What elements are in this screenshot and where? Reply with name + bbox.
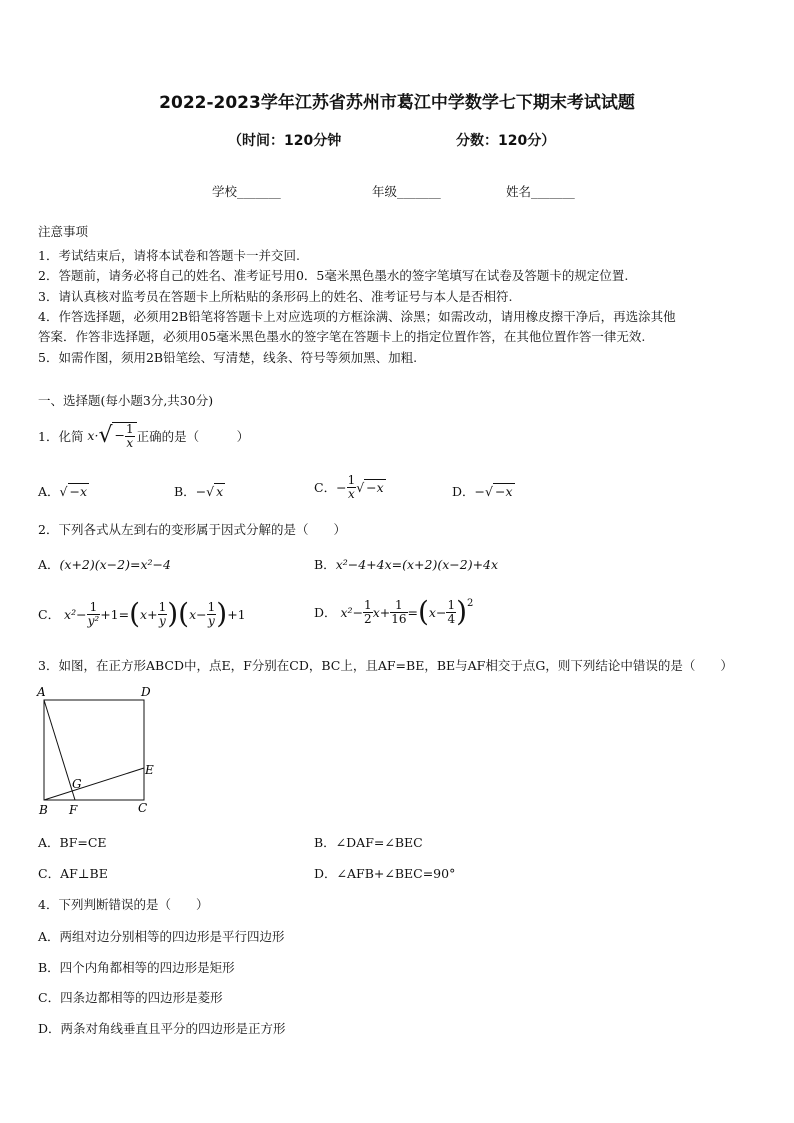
q3-option-b: B．∠DAF=∠BEC [314, 835, 423, 850]
q4-option-c: C．四条边都相等的四边形是菱形 [38, 990, 223, 1005]
question-2: 2．下列各式从左到右的变形属于因式分解的是（ ） [38, 522, 346, 537]
q1-option-b: B．−√ x [174, 484, 224, 499]
notice-heading: 注意事项 [38, 224, 89, 239]
q1-option-a: A．√ −x [38, 484, 88, 499]
q2-option-c: C． x²− $\frac{1}{\text{y²}}$ +1= ( x+ $\frac{1}{y}$ ) ( x− $\frac{1}{y}$ ) +1 [38, 597, 246, 630]
label-b: B [39, 803, 48, 817]
q1-suffix: 正确的是（ ） [136, 428, 250, 444]
square-figure [34, 684, 164, 820]
q4-option-b: B．四个内角都相等的四边形是矩形 [38, 960, 235, 975]
label-c: C [138, 801, 148, 815]
name-field: 姓名_______ [506, 184, 575, 199]
notice-item: 1．考试结束后，请将本试卷和答题卡一并交回. [38, 248, 300, 263]
q3-option-a: A．BF=CE [38, 835, 107, 850]
q1-option-c: C． − $\frac{1}{x}$ √ −x [314, 473, 384, 501]
q2-option-a: A．(x+2)(x−2)=x²−4 [38, 557, 171, 572]
q3-option-d: D．∠AFB+∠BEC=90° [314, 866, 456, 881]
exam-title: 2022-2023学年江苏省苏州市葛江中学数学七下期末考试试题 [159, 93, 635, 113]
notice-item: 4．作答选择题，必须用2B铅笔将答题卡上对应选项的方框涂满、涂黑；如需改动，请用橡皮擦干净后，再选涂其他 [38, 309, 676, 324]
school-field: 学校_______ [212, 184, 281, 199]
q2-option-d: D． x²− $\frac{1}{2}$ x+ $\frac{1}{16}$ = ( x− $\frac{1}{4}$ ) $^2$ [314, 595, 474, 628]
notice-item: 3．请认真核对监考员在答题卡上所粘贴的条形码上的姓名、准考证号与本人是否相符. [38, 289, 513, 304]
notice-item: 2．答题前，请务必将自己的姓名、准考证号用0．5毫米黑色墨水的签字笔填写在试卷及答题卡的规定位置. [38, 268, 629, 283]
exam-time: （时间：120分钟 [228, 133, 342, 149]
exam-score: 分数：120分） [456, 133, 556, 149]
label-e: E [145, 763, 154, 777]
label-a: A [37, 685, 46, 699]
label-d: D [141, 685, 151, 699]
question-3: 3．如图，在正方形ABCD中，点E，F分别在CD，BC上，且AF=BE，BE与AF相交于点G，则下列结论中错误的是（ ） [38, 658, 733, 673]
q4-option-a: A．两组对边分别相等的四边形是平行四边形 [38, 929, 285, 944]
q1-option-d: D．−√ −x [452, 484, 513, 499]
q1-radical: √ − $\frac{1}{x}$ [98, 422, 136, 449]
label-g: G [72, 777, 82, 791]
q4-option-d: D．两条对角线垂直且平分的四边形是正方形 [38, 1021, 286, 1036]
q1-prefix: 1．化简 [38, 428, 84, 444]
q3-option-c: C．AF⊥BE [38, 866, 108, 881]
q2-option-b: B．x²−4+4x=(x+2)(x−2)+4x [314, 557, 499, 572]
segment-be [44, 768, 144, 800]
section-heading: 一、选择题(每小题3分,共30分) [38, 393, 214, 408]
notice-item: 5．如需作图，须用2B铅笔绘、写清楚，线条、符号等须加黑、加粗. [38, 350, 418, 365]
segment-af [44, 700, 75, 800]
label-f: F [69, 803, 78, 817]
question-1 [38, 422, 249, 449]
notice-item: 答案．作答非选择题，必须用05毫米黑色墨水的签字笔在答题卡上的指定位置作答，在其他位置作答一律无效. [38, 329, 646, 344]
grade-field: 年级_______ [372, 184, 441, 199]
question-4: 4．下列判断错误的是（ ） [38, 897, 209, 912]
q1-expr: x· [83, 428, 99, 444]
